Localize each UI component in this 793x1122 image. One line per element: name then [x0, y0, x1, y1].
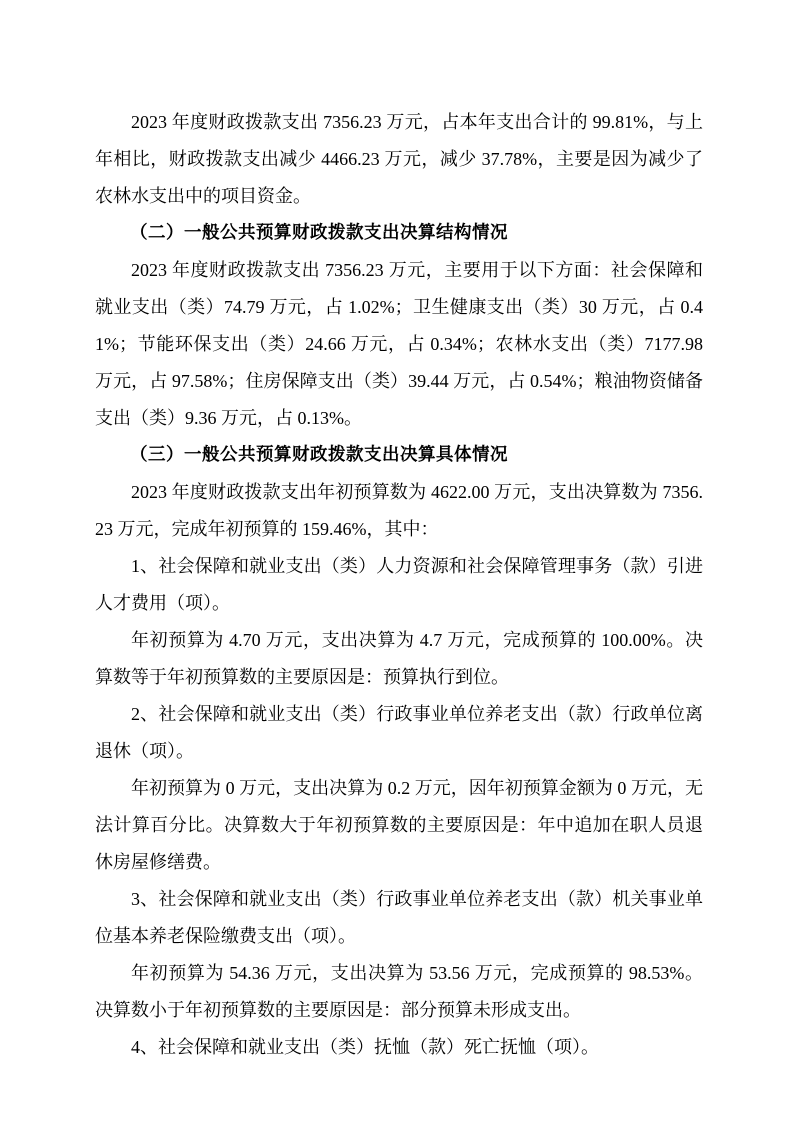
body-paragraph: 年初预算为 4.70 万元，支出决算为 4.7 万元，完成预算的 100.00%。决算数等于年初预算数的主要原因是：预算执行到位。 — [95, 630, 703, 687]
body-paragraph: 2023 年度财政拨款支出 7356.23 万元，主要用于以下方面：社会保障和就业支出（类）74.79 万元，占 1.02%；卫生健康支出（类）30 万元，占 0.41%；节能环保支出（类）24.66 万元，占 0.34%；农林水支出（类）7177.98 万元，占 97.58%；住房保障支出（类）39.44 万元，占 0.54%；粮油物资储备支出（类）9.36 万元，占 0.13%。 — [95, 260, 703, 428]
section-heading: （二）一般公共预算财政拨款支出决算结构情况 — [130, 223, 508, 243]
body-paragraph: 2023 年度财政拨款支出年初预算数为 4622.00 万元，支出决算数为 7356.23 万元，完成年初预算的 159.46%，其中： — [95, 482, 703, 539]
body-paragraph: 1、社会保障和就业支出（类）人力资源和社会保障管理事务（款）引进人才费用（项）。 — [95, 556, 703, 613]
document-content — [95, 104, 703, 1066]
body-paragraph: 4、社会保障和就业支出（类）抚恤（款）死亡抚恤（项）。 — [131, 1037, 599, 1057]
body-paragraph: 2、社会保障和就业支出（类）行政事业单位养老支出（款）行政单位离退休（项）。 — [95, 704, 703, 761]
body-paragraph: 3、社会保障和就业支出（类）行政事业单位养老支出（款）机关事业单位基本养老保险缴费支出（项）。 — [95, 889, 703, 946]
body-paragraph: 2023 年度财政拨款支出 7356.23 万元，占本年支出合计的 99.81%，与上年相比，财政拨款支出减少 4466.23 万元，减少 37.78%，主要是因为减少了农林水支出中的项目资金。 — [95, 112, 703, 206]
body-paragraph: 年初预算为 0 万元，支出决算为 0.2 万元，因年初预算金额为 0 万元，无法计算百分比。决算数大于年初预算数的主要原因是：年中追加在职人员退休房屋修缮费。 — [95, 778, 703, 872]
body-paragraph: 年初预算为 54.36 万元，支出决算为 53.56 万元，完成预算的 98.53%。决算数小于年初预算数的主要原因是：部分预算未形成支出。 — [95, 963, 703, 1020]
section-heading: （三）一般公共预算财政拨款支出决算具体情况 — [130, 445, 508, 465]
